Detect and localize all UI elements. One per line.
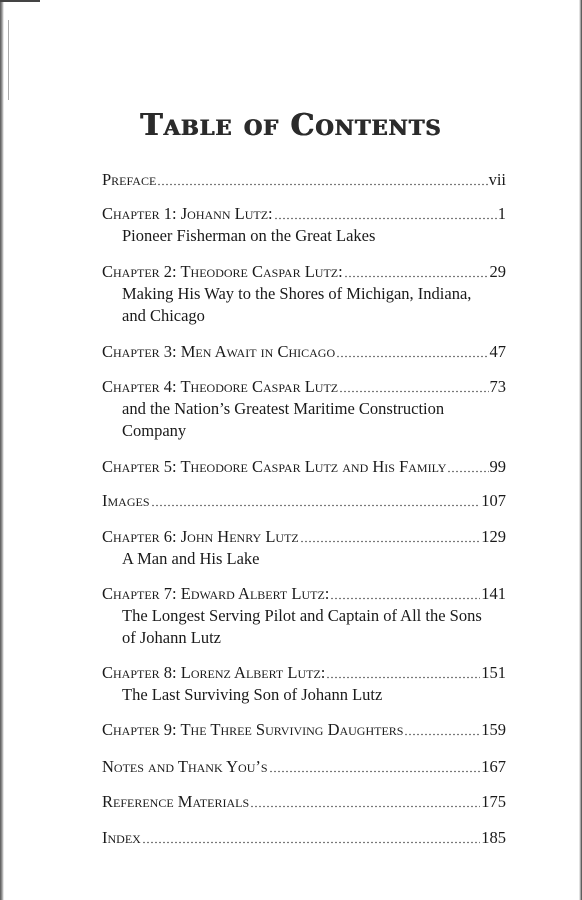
toc-entry-line bbox=[102, 375, 506, 398]
toc-entry bbox=[102, 168, 506, 191]
toc-entry-label: Chapter 9: The Three Surviving Daughters bbox=[102, 720, 404, 739]
toc-entry-label: Notes and Thank You’s bbox=[102, 757, 268, 776]
toc-entry bbox=[102, 790, 506, 813]
dot-leader bbox=[344, 262, 489, 279]
toc-entry bbox=[102, 582, 506, 649]
toc-entry bbox=[102, 489, 506, 512]
dot-leader bbox=[326, 663, 480, 680]
toc-entry-line bbox=[102, 260, 506, 283]
dot-leader bbox=[157, 170, 487, 187]
toc-entry-label: Chapter 6: John Henry Lutz bbox=[102, 527, 299, 546]
toc-entry-page: 151 bbox=[481, 663, 506, 682]
toc-entry bbox=[102, 826, 506, 849]
toc-entry-label: Chapter 3: Men Await in Chicago bbox=[102, 342, 336, 361]
toc-entry-subtitle: The Last Surviving Son of Johann Lutz bbox=[122, 685, 383, 704]
toc-entry-label: Images bbox=[102, 491, 150, 510]
toc-entry-subtitle: Company bbox=[122, 421, 187, 440]
toc-entry-page: vii bbox=[488, 170, 506, 189]
toc-entry-page: 47 bbox=[489, 342, 506, 361]
toc-entry-line bbox=[102, 661, 506, 684]
dot-leader bbox=[339, 377, 488, 394]
toc-entry-label: Chapter 1: Johann Lutz: bbox=[102, 204, 273, 223]
toc-entry bbox=[102, 375, 506, 442]
toc-entry-page: 99 bbox=[489, 457, 506, 476]
toc-entry-line bbox=[102, 718, 506, 741]
toc-entry-page: 167 bbox=[481, 757, 506, 776]
toc-entry-subtitle: of Johann Lutz bbox=[122, 628, 221, 647]
toc-entry bbox=[102, 755, 506, 778]
toc-entry bbox=[102, 718, 506, 741]
toc-entry bbox=[102, 202, 506, 247]
toc-entry-page: 1 bbox=[497, 204, 506, 223]
dot-leader bbox=[151, 491, 481, 508]
dot-leader bbox=[447, 457, 488, 474]
dot-leader bbox=[269, 757, 481, 774]
toc-entry-label: Reference Materials bbox=[102, 792, 250, 811]
page-title: Table of Contents bbox=[140, 108, 442, 143]
toc-entry-page: 175 bbox=[481, 792, 506, 811]
toc-entry-page: 129 bbox=[481, 527, 506, 546]
toc-entry-label: Chapter 4: Theodore Caspar Lutz bbox=[102, 377, 339, 396]
toc-entry-subtitle: Pioneer Fisherman on the Great Lakes bbox=[122, 226, 376, 245]
dot-leader bbox=[274, 204, 497, 221]
toc-entry-label: Preface bbox=[102, 170, 157, 189]
toc-entry-label: Chapter 8: Lorenz Albert Lutz: bbox=[102, 663, 326, 682]
toc-entry-line bbox=[102, 790, 506, 813]
toc-entry-line bbox=[102, 826, 506, 849]
toc-entry-subtitle: and Chicago bbox=[122, 306, 205, 325]
toc-entry-page: 141 bbox=[481, 584, 506, 603]
toc-entry bbox=[102, 260, 506, 327]
toc-entry-line bbox=[102, 582, 506, 605]
corner-mark bbox=[0, 0, 40, 10]
page-edge-mark bbox=[8, 20, 9, 100]
table-of-contents bbox=[102, 0, 506, 900]
toc-entry-page: 159 bbox=[481, 720, 506, 739]
toc-entry-subtitle: The Longest Serving Pilot and Captain of All the Sons bbox=[122, 606, 482, 625]
dot-leader bbox=[142, 828, 480, 845]
toc-entry-page: 185 bbox=[481, 828, 506, 847]
toc-entry-subtitle: Making His Way to the Shores of Michigan, Indiana, bbox=[122, 284, 472, 303]
toc-entry-page: 107 bbox=[481, 491, 506, 510]
dot-leader bbox=[404, 720, 480, 737]
toc-entry-label: Index bbox=[102, 828, 141, 847]
toc-entry-page: 29 bbox=[489, 262, 506, 281]
dot-leader bbox=[300, 527, 480, 544]
dot-leader bbox=[336, 342, 488, 359]
toc-entry-line bbox=[102, 755, 506, 778]
toc-entry bbox=[102, 340, 506, 363]
toc-entry-label: Chapter 7: Edward Albert Lutz: bbox=[102, 584, 330, 603]
toc-entry bbox=[102, 661, 506, 706]
toc-entry-line bbox=[102, 168, 506, 191]
toc-entry bbox=[102, 455, 506, 478]
toc-entry-line bbox=[102, 202, 506, 225]
toc-entry-subtitle: and the Nation’s Greatest Maritime Construction bbox=[122, 399, 445, 418]
toc-entry-label: Chapter 2: Theodore Caspar Lutz: bbox=[102, 262, 343, 281]
toc-entry-label: Chapter 5: Theodore Caspar Lutz and His Family bbox=[102, 457, 447, 476]
toc-entry bbox=[102, 525, 506, 570]
toc-entry-page: 73 bbox=[489, 377, 506, 396]
dot-leader bbox=[330, 584, 480, 601]
toc-entry-line bbox=[102, 455, 506, 478]
toc-entry-line bbox=[102, 489, 506, 512]
toc-entry-line bbox=[102, 340, 506, 363]
toc-entry-line bbox=[102, 525, 506, 548]
toc-entry-subtitle: A Man and His Lake bbox=[122, 549, 260, 568]
dot-leader bbox=[250, 792, 480, 809]
